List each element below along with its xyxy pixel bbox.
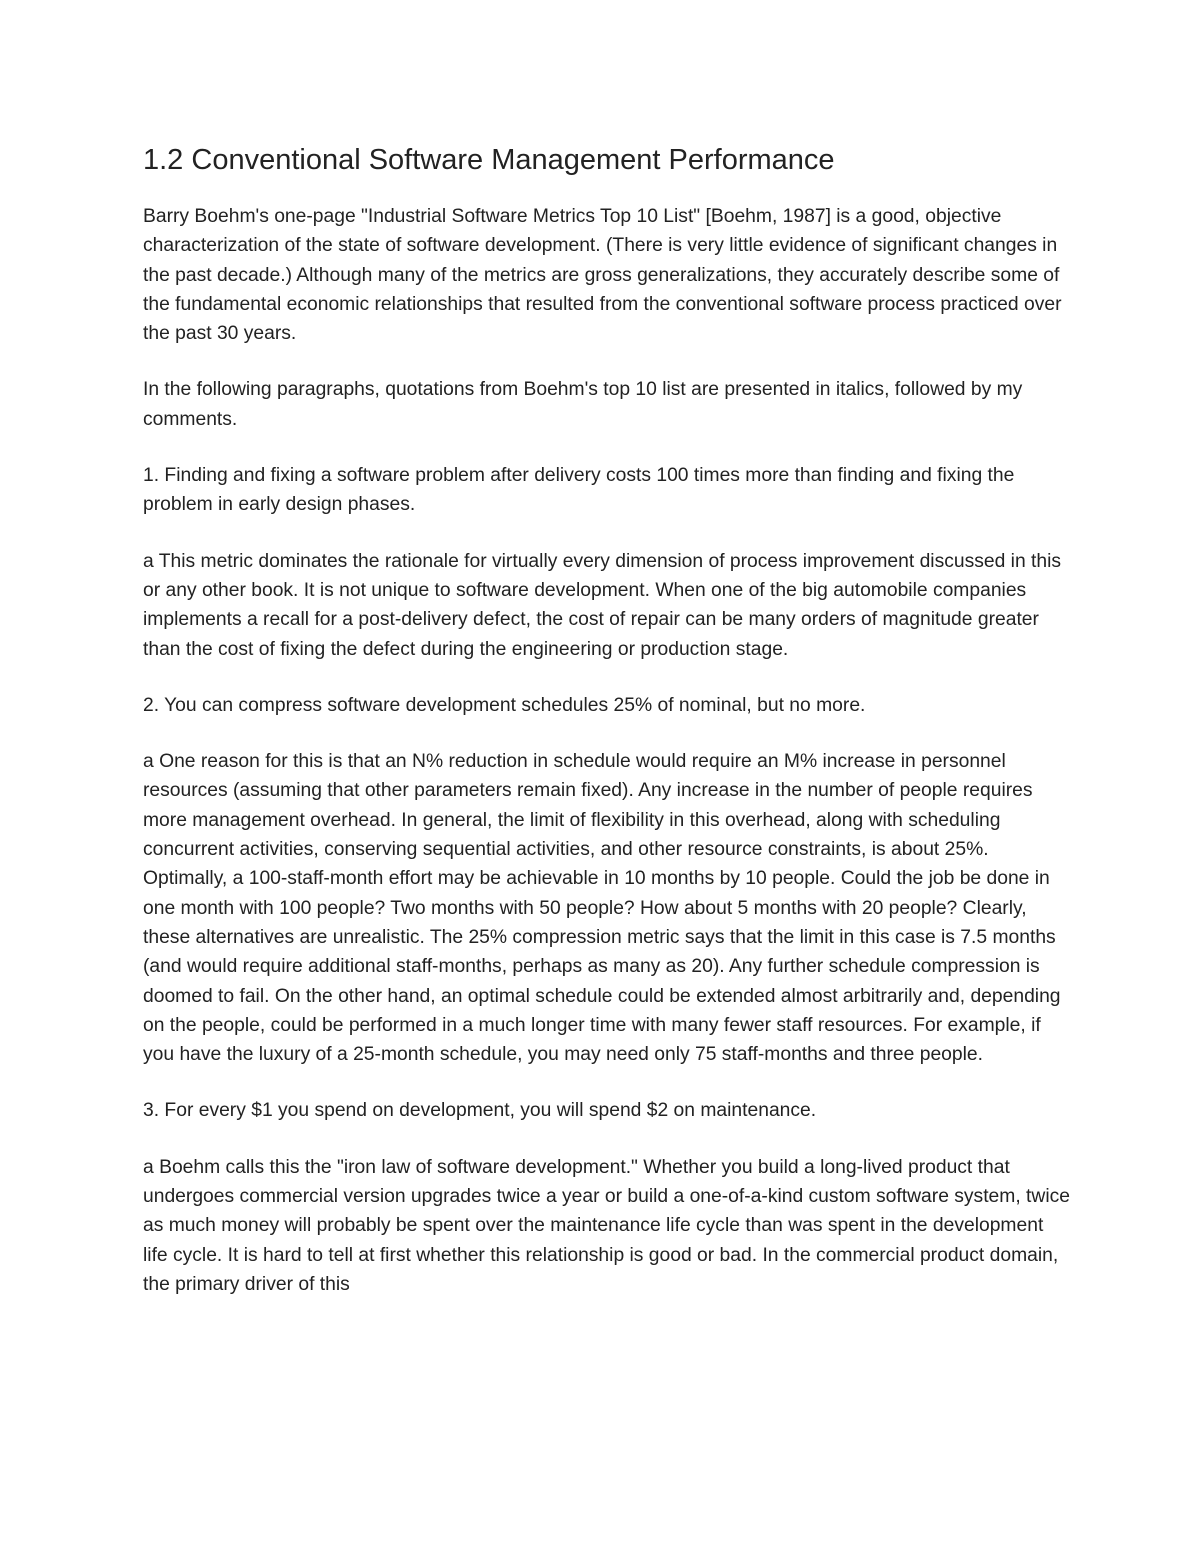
document-page [143,140,1073,1326]
italics-note-paragraph: In the following paragraphs, quotations from Boehm's top 10 list are presented in italics, followed by my comments. [143,379,1023,430]
metric-2-paragraph: 2. You can compress software development schedules 25% of nominal, but no more. [143,694,866,716]
metric-3-comment-paragraph: a Boehm calls this the "iron law of software development." Whether you build a long-lived product that undergoes commercial version upgrades twice a year or build a one-of-a-kind custom software system, twice as much money will probably be spent over the maintenance life cycle than was spent in the development life cycle. It is hard to tell at first whether this relationship is good or bad. In the commercial product domain, the primary driver of this [143,1156,1070,1295]
page-title: 1.2 Conventional Software Management Performance [143,144,835,176]
metric-1-paragraph: 1. Finding and fixing a software problem after delivery costs 100 times more than finding and fixing the problem in early design phases. [143,465,1015,516]
intro-paragraph: Barry Boehm's one-page "Industrial Software Metrics Top 10 List" [Boehm, 1987] is a good, objective characterization of the state of software development. (There is very little evidence of significant changes in the past decade.) Although many of the metrics are gross generalizations, they accurately describe some of the fundamental economic relationships that resulted from the conventional software process practiced over the past 30 years. [143,206,1062,345]
metric-3-paragraph: 3. For every $1 you spend on development, you will spend $2 on maintenance. [143,1100,817,1122]
metric-1-comment-paragraph: a This metric dominates the rationale for virtually every dimension of process improvement discussed in this or any other book. It is not unique to software development. When one of the big automobile companies implements a recall for a post-delivery defect, the cost of repair can be many orders of magnitude greater than the cost of fixing the defect during the engineering or production stage. [143,550,1062,660]
metric-2-comment-paragraph: a One reason for this is that an N% reduction in schedule would require an M% increase in personnel resources (assuming that other parameters remain fixed). Any increase in the number of people requires more management overhead. In general, the limit of flexibility in this overhead, along with scheduling concurrent activities, conserving sequential activities, and other resource constraints, is about 25%. Optimally, a 100-staff-month effort may be achievable in 10 months by 10 people. Could the job be done in one month with 100 people? Two months with 50 people? How about 5 months with 20 people? Clearly, these alternatives are unrealistic. The 25% compression metric says that the limit in this case is 7.5 months (and would require additional staff-months, perhaps as many as 20). Any further schedule compression is doomed to fail. On the other hand, an optimal schedule could be extended almost arbitrarily and, depending on the people, could be performed in a much longer time with many fewer staff resources. For example, if you have the luxury of a 25-month schedule, you may need only 75 staff-months and three people. [143,751,1061,1066]
